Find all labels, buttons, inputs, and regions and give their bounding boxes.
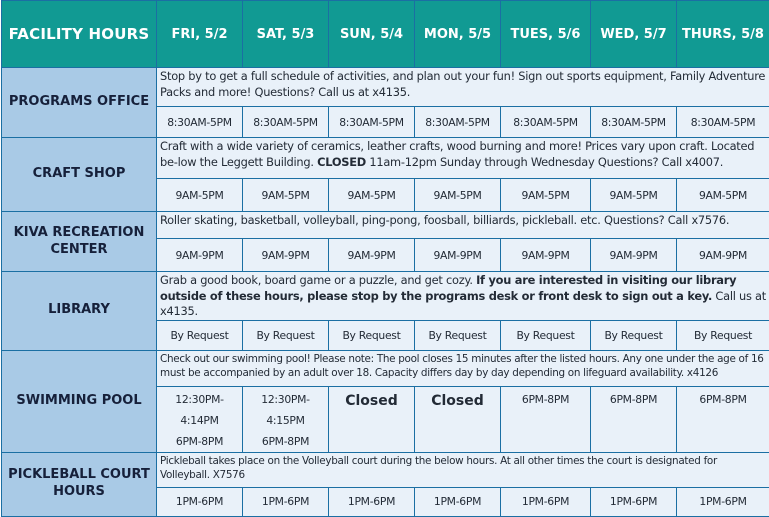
hours-cell: 9AM-9PM <box>415 239 501 272</box>
library-description-text: Grab a good book, board game or a puzzle, and get cozy. <box>160 273 476 287</box>
day-header-wed: WED, 5/7 <box>591 1 677 68</box>
hours-cell: 1PM-6PM <box>591 487 677 516</box>
pool-closed-cell: Closed <box>329 386 415 452</box>
programs-office-desc-row <box>2 68 769 107</box>
hours-cell: 1PM-6PM <box>677 487 769 516</box>
hours-cell <box>157 386 243 452</box>
hours-cell: 9AM-5PM <box>501 179 591 212</box>
hours-cell: 9AM-5PM <box>157 179 243 212</box>
craft-shop-description-text-2: 11am-12pm Sunday through Wednesday Questions? Call x4007. <box>366 155 723 169</box>
hours-cell: 1PM-6PM <box>501 487 591 516</box>
kiva-desc-row <box>2 212 769 239</box>
hours-cell: 9AM-9PM <box>329 239 415 272</box>
hours-cell: 9AM-9PM <box>243 239 329 272</box>
pool-hours-line1: 12:30PM-4:15PM <box>261 393 309 427</box>
hours-cell: 6PM-8PM <box>677 386 769 452</box>
header-row <box>2 1 769 68</box>
library-description <box>157 272 769 321</box>
kiva-label-line2: CENTER <box>50 242 107 257</box>
facility-hours-table <box>1 0 769 517</box>
pickleball-court-hours-label <box>2 452 157 516</box>
day-header-fri: FRI, 5/2 <box>157 1 243 68</box>
day-header-sat: SAT, 5/3 <box>243 1 329 68</box>
hours-cell: 8:30AM-5PM <box>591 107 677 138</box>
day-header-mon: MON, 5/5 <box>415 1 501 68</box>
library-label: LIBRARY <box>2 272 157 351</box>
hours-cell: 6PM-8PM <box>591 386 677 452</box>
hours-cell: 8:30AM-5PM <box>157 107 243 138</box>
hours-cell: 9AM-5PM <box>415 179 501 212</box>
pickleball-label-line2: HOURS <box>53 484 105 499</box>
library-desc-row <box>2 272 769 321</box>
pickleball-description: Pickleball takes place on the Volleyball court during the below hours. At all other times the court is designated for Volleyball. X7576 <box>157 452 769 487</box>
hours-cell: By Request <box>501 320 591 350</box>
swimming-pool-description: Check out our swimming pool! Please note: The pool closes 15 minutes after the listed hours. Any one under the age of 16 must be accompanied by an adult over 18. Capacity differs day by day depending on lifeguard availability. x4126 <box>157 350 769 386</box>
craft-shop-label: CRAFT SHOP <box>2 138 157 212</box>
craft-shop-desc-row <box>2 138 769 179</box>
hours-cell: By Request <box>415 320 501 350</box>
hours-cell: 9AM-5PM <box>677 179 769 212</box>
pool-hours-line2: 6PM-8PM <box>262 435 309 448</box>
hours-cell: 9AM-9PM <box>677 239 769 272</box>
hours-cell: 9AM-5PM <box>243 179 329 212</box>
hours-cell: 8:30AM-5PM <box>243 107 329 138</box>
hours-cell: 9AM-9PM <box>501 239 591 272</box>
craft-shop-closed-notice: CLOSED <box>317 155 366 169</box>
library-description-text-2: Call us at x4135. <box>160 289 766 319</box>
craft-shop-description <box>157 138 769 179</box>
hours-cell: 9AM-9PM <box>157 239 243 272</box>
hours-cell: 9AM-5PM <box>591 179 677 212</box>
pool-closed-cell: Closed <box>415 386 501 452</box>
pool-hours-line1: 12:30PM-4:14PM <box>175 393 223 427</box>
day-header-tues: TUES, 5/6 <box>501 1 591 68</box>
pickleball-label-line1: PICKLEBALL COURT <box>8 467 150 482</box>
hours-cell: 8:30AM-5PM <box>415 107 501 138</box>
hours-cell: 1PM-6PM <box>329 487 415 516</box>
swimming-pool-label: SWIMMING POOL <box>2 350 157 452</box>
hours-cell: 1PM-6PM <box>157 487 243 516</box>
pickleball-desc-row <box>2 452 769 487</box>
hours-cell: By Request <box>157 320 243 350</box>
hours-cell: By Request <box>243 320 329 350</box>
hours-cell: 8:30AM-5PM <box>677 107 769 138</box>
hours-cell: 9AM-9PM <box>591 239 677 272</box>
craft-shop-description-text: Craft with a wide variety of ceramics, leather crafts, wood burning and more! Prices vary upon craft. Located be-low the Leggett Building. <box>160 139 754 169</box>
programs-office-description: Stop by to get a full schedule of activities, and plan out your fun! Sign out sports equipment, Family Adventure Packs and more! Questions? Call us at x4135. <box>157 68 769 107</box>
pool-hours-line2: 6PM-8PM <box>176 435 223 448</box>
hours-cell: By Request <box>677 320 769 350</box>
library-key-notice: If you are interested in visiting our library outside of these hours, please stop by the programs desk or front desk to sign out a key. <box>160 273 736 303</box>
hours-cell: By Request <box>329 320 415 350</box>
day-header-thurs: THURS, 5/8 <box>677 1 769 68</box>
table-title: FACILITY HOURS <box>2 1 157 68</box>
day-header-sun: SUN, 5/4 <box>329 1 415 68</box>
hours-cell: 8:30AM-5PM <box>501 107 591 138</box>
hours-cell <box>243 386 329 452</box>
hours-cell: 1PM-6PM <box>243 487 329 516</box>
hours-cell: 8:30AM-5PM <box>329 107 415 138</box>
hours-cell: By Request <box>591 320 677 350</box>
kiva-label-line1: KIVA RECREATION <box>14 225 145 240</box>
hours-cell: 9AM-5PM <box>329 179 415 212</box>
kiva-recreation-center-label <box>2 212 157 272</box>
hours-cell: 6PM-8PM <box>501 386 591 452</box>
swimming-pool-desc-row <box>2 350 769 386</box>
kiva-description: Roller skating, basketball, volleyball, ping-pong, foosball, billiards, pickleball. etc. Questions? Call x7576. <box>157 212 769 239</box>
hours-cell: 1PM-6PM <box>415 487 501 516</box>
programs-office-label: PROGRAMS OFFICE <box>2 68 157 138</box>
